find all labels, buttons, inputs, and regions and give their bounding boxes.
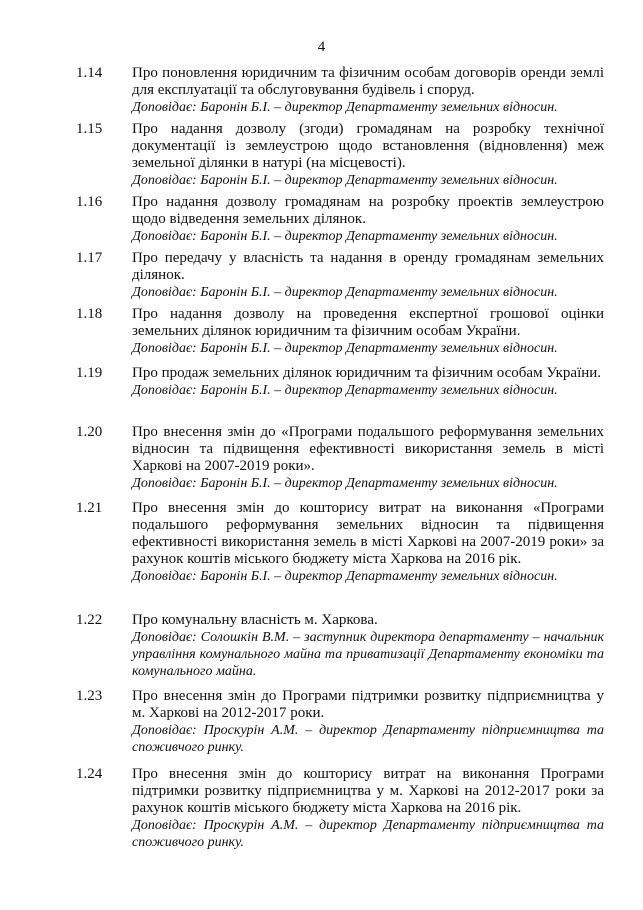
item-body (132, 121, 604, 189)
item-body (132, 688, 604, 756)
item-speaker: Доповідає: Баронін Б.І. – директор Департаменту земельних відносин. (132, 285, 558, 300)
item-speaker: Доповідає: Солошкін В.М. – заступник директора департаменту – начальник управління комунального майна та приватизації Департаменту економіки та комунального майна. (132, 630, 604, 679)
item-speaker: Доповідає: Баронін Б.І. – директор Департаменту земельних відносин. (132, 173, 558, 188)
item-speaker: Доповідає: Проскурін А.М. – директор Департаменту підприємництва та споживчого ринку. (132, 818, 604, 850)
item-number: 1.19 (76, 365, 103, 381)
item-title: Про комунальну власність м. Харкова. (132, 612, 378, 628)
item-speaker: Доповідає: Проскурін А.М. – директор Департаменту підприємництва та споживчого ринку. (132, 723, 604, 755)
item-body (132, 250, 604, 301)
item-title: Про надання дозволу (згоди) громадянам на розробку технічної документації із землеустрою щодо встановлення (відновлення) меж земельної ділянки в натурі (на місцевості). (132, 121, 604, 171)
item-number: 1.18 (76, 306, 103, 322)
item-title: Про надання дозволу громадянам на розробку проектів землеустрою щодо відведення земельних ділянок. (132, 194, 604, 227)
item-body (132, 365, 604, 399)
item-number: 1.20 (76, 424, 103, 440)
item-number: 1.24 (76, 766, 103, 782)
item-title: Про внесення змін до «Програми подальшого реформування земельних відносин та підвищення ефективності використання земель в місті Харкові на 2007-2019 роки». (132, 424, 604, 474)
item-number: 1.15 (76, 121, 103, 137)
item-speaker: Доповідає: Баронін Б.І. – директор Департаменту земельних відносин. (132, 476, 558, 491)
item-body (132, 766, 604, 851)
item-speaker: Доповідає: Баронін Б.І. – директор Департаменту земельних відносин. (132, 341, 558, 356)
item-number: 1.14 (76, 65, 103, 81)
item-speaker: Доповідає: Баронін Б.І. – директор Департаменту земельних відносин. (132, 100, 558, 115)
item-body (132, 500, 604, 585)
item-speaker: Доповідає: Баронін Б.І. – директор Департаменту земельних відносин. (132, 229, 558, 244)
item-title: Про внесення змін до Програми підтримки розвитку підприємництва у м. Харкові на 2012-2017 роки. (132, 688, 604, 721)
item-title: Про передачу у власність та надання в оренду громадянам земельних ділянок. (132, 250, 604, 283)
item-body (132, 306, 604, 357)
page-number: 4 (317, 39, 326, 55)
item-title: Про поновлення юридичним та фізичним особам договорів оренди землі для експлуатації та обслуговування будівель і споруд. (132, 65, 604, 98)
item-number: 1.16 (76, 194, 103, 210)
item-speaker: Доповідає: Баронін Б.І. – директор Департаменту земельних відносин. (132, 569, 558, 584)
item-body (132, 65, 604, 116)
item-number: 1.23 (76, 688, 103, 704)
item-title: Про надання дозволу на проведення експертної грошової оцінки земельних ділянок юридичним та фізичним особам України. (132, 306, 604, 339)
item-number: 1.17 (76, 250, 103, 266)
item-title: Про продаж земельних ділянок юридичним та фізичним особам України. (132, 365, 602, 381)
item-number: 1.22 (76, 612, 103, 628)
item-body (132, 194, 604, 245)
item-speaker: Доповідає: Баронін Б.І. – директор Департаменту земельних відносин. (132, 383, 558, 398)
item-title: Про внесення змін до кошторису витрат на виконання Програми підтримки розвитку підприємництва у м. Харкові на 2012-2017 роки за рахунок коштів міського бюджету міста Харкова на 2016 рік. (132, 766, 604, 816)
item-number: 1.21 (76, 500, 103, 516)
item-body (132, 612, 604, 680)
item-title: Про внесення змін до кошторису витрат на виконання «Програми подальшого реформування земельних відносин та підвищення ефективності використання земель в місті Харкові на 2007-2019 роки» за рахунок коштів міського бюджету міста Харкова на 2016 рік. (132, 500, 604, 567)
item-body (132, 424, 604, 492)
